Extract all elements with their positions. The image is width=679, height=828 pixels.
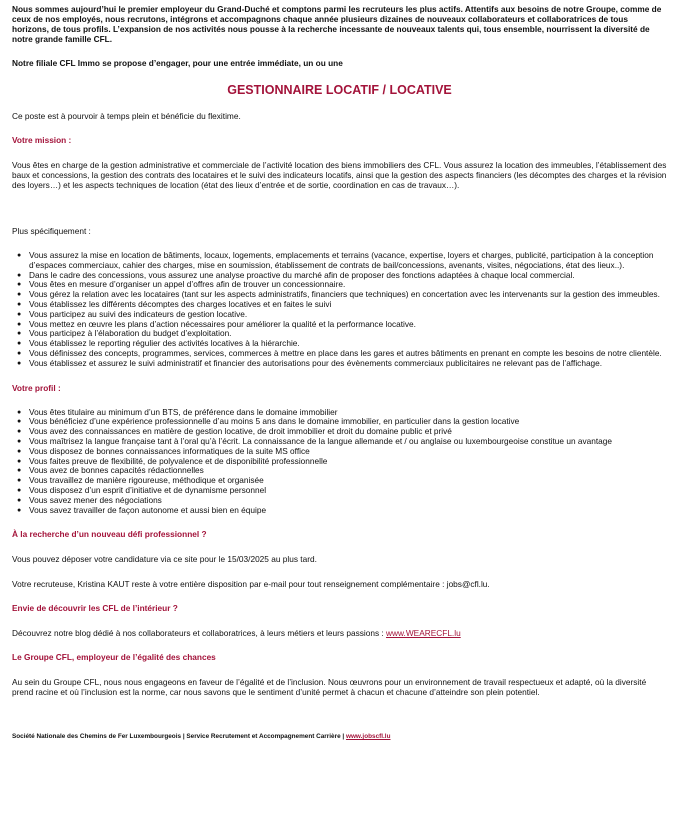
list-item: ● Vous participez à l’élaboration du budget d’exploitation. bbox=[17, 328, 232, 339]
bullet-dot-icon: ● bbox=[17, 281, 22, 289]
mission-more-label: Plus spécifiquement : bbox=[12, 226, 91, 236]
list-item: ● Vous établissez les différents décomptes des charges locatives et en faites le suivi bbox=[17, 298, 332, 309]
bullet-dot-icon: ● bbox=[17, 457, 22, 465]
list-item: ● Vous avez de bonnes capacités rédactionnelles bbox=[17, 465, 204, 476]
jobs-site-link[interactable]: www.jobscfl.lu bbox=[345, 733, 391, 741]
list-item: ● Vous disposez de bonnes connaissances informatiques de la suite MS office bbox=[17, 445, 310, 456]
application-deadline-text: Vous pouvez déposer votre candidature via ce site pour le 15/03/2025 au plus tard. bbox=[12, 554, 317, 565]
lead-sentence: Notre filiale CFL Immo se propose d’engager, pour une entrée immédiate, un ou une bbox=[12, 58, 343, 68]
list-item: ● Vous savez travailler de façon autonome et aussi bien en équipe bbox=[17, 504, 267, 515]
list-item: ● Vous participez au suivi des indicateurs de gestion locative. bbox=[17, 308, 248, 319]
list-item: ● Vous maîtrisez la langue française tant à l’oral qu’à l’écrit. La connaissance de la langue allemande et / ou anglaise ou luxembourgeoise constitue un avantage bbox=[17, 435, 612, 446]
bullet-dot-icon: ● bbox=[17, 310, 22, 318]
position-conditions: Ce poste est à pourvoir à temps plein et bénéficie du flexitime. bbox=[12, 111, 241, 121]
profile-list bbox=[12, 408, 667, 516]
list-item: ● Vous assurez la mise en location de bâtiments, locaux, logements, emplacements et terrains (vacance, expertise, loyers et charges, publicité, participation à la conception d’espaces commerciaux, cahier des charges, mise en soumission, établissement de contrats de bail/concessions, avenants, visites, négociations, état des lieux..). bbox=[17, 250, 654, 270]
challenge-heading: À la recherche d’un nouveau défi professionnel ? bbox=[12, 529, 207, 540]
bullet-dot-icon: ● bbox=[17, 320, 22, 328]
equality-heading: Le Groupe CFL, employeur de l’égalité des chances bbox=[12, 652, 216, 663]
bullet-dot-icon: ● bbox=[17, 340, 22, 348]
list-item: ● Vous êtes en mesure d’organiser un appel d’offres afin de trouver un concessionnaire. bbox=[17, 279, 346, 290]
bullet-dot-icon: ● bbox=[17, 359, 22, 367]
bullet-dot-icon: ● bbox=[17, 300, 22, 308]
list-item: ● Vous mettez en œuvre les plans d’action nécessaires pour améliorer la qualité et la performance locative. bbox=[17, 318, 416, 329]
mission-text: Vous êtes en charge de la gestion administrative et commerciale de l’activité location des biens immobiliers des CFL. Vous assurez la location des immeubles, l’établissement des baux et concessions, la gestion des contrats des locataires et le suivi des indicateurs locatifs, ainsi que la gestion des aspects financiers (les décomptes des charges et la révision des loyers…) et les aspects techniques de location (état des lieux d’entrée et de sortie, coordination en cas de travaux…). bbox=[12, 160, 667, 190]
footer bbox=[12, 733, 667, 741]
blog-paragraph bbox=[12, 628, 667, 638]
equality-text: Au sein du Groupe CFL, nous nous engageons en faveur de l’égalité et de l’inclusion. Nous œuvrons pour un environnement de travail respectueux et adapté, où la diversité prend racine et où l’inclusion est la norme, car nous savons que le sentiment d’unité permet à chacun et chacune d’atteindre son plein potentiel. bbox=[12, 677, 647, 698]
bullet-dot-icon: ● bbox=[17, 467, 22, 475]
bullet-dot-icon: ● bbox=[17, 330, 22, 338]
bullet-dot-icon: ● bbox=[17, 418, 22, 426]
list-item: ● Vous travaillez de manière rigoureuse, méthodique et organisée bbox=[17, 475, 264, 486]
bullet-dot-icon: ● bbox=[17, 252, 22, 259]
bullet-dot-icon: ● bbox=[17, 271, 22, 279]
list-item: ● Dans le cadre des concessions, vous assurez une analyse proactive du marché afin de proposer des fonctions adaptées à chaque local commercial. bbox=[17, 269, 575, 280]
bullet-dot-icon: ● bbox=[17, 496, 22, 504]
bullet-dot-icon: ● bbox=[17, 437, 22, 445]
list-item: ● Vous établissez le reporting régulier des activités locatives à la hiérarchie. bbox=[17, 338, 300, 349]
list-item: ● Vous savez mener des négociations bbox=[17, 494, 162, 505]
list-item: ● Vous définissez des concepts, programmes, services, commerces à mettre en place dans les gares et autres bâtiments en prenant en compte les besoins de notre clientèle. bbox=[17, 347, 662, 358]
list-item: ● Vous bénéficiez d’une expérience professionnelle d’au moins 5 ans dans le domaine immobilier, en particulier dans la gestion locative bbox=[17, 416, 520, 427]
intro-paragraph: Nous sommes aujourd’hui le premier employeur du Grand-Duché et comptons parmi les recruteurs les plus actifs. Attentifs aux besoins de notre Groupe, comme de ceux de nos employés, nous recrutons, intégrons et accompagnons chaque année plusieurs dizaines de nouveaux collaborateurs et collaboratrices de tous horizons, de tous profils. L’expansion de nos activités nous pousse à la recherche incessante de nouveaux talents qui, tous ensemble, nourrissent la diversité de notre grande famille CFL. bbox=[12, 4, 662, 44]
bullet-dot-icon: ● bbox=[17, 349, 22, 357]
profile-heading: Votre profil : bbox=[12, 382, 61, 393]
blog-link[interactable]: www.WEARECFL.lu bbox=[386, 628, 461, 639]
bullet-dot-icon: ● bbox=[17, 506, 22, 514]
bullet-dot-icon: ● bbox=[17, 486, 22, 494]
footer-text: Société Nationale des Chemins de Fer Luxembourgeois | Service Recrutement et Accompagnement Carrière | bbox=[12, 733, 346, 741]
bullet-dot-icon: ● bbox=[17, 477, 22, 485]
recruiter-contact-text: Votre recruteuse, Kristina KAUT reste à votre entière disposition par e-mail pour tout renseignement complémentaire : jobs@cfl.lu. bbox=[12, 579, 490, 590]
bullet-dot-icon: ● bbox=[17, 291, 22, 299]
list-item: ● Vous avez des connaissances en matière de gestion locative, de droit immobilier et droit du domaine public et privé bbox=[17, 426, 452, 437]
list-item: ● Vous établissez et assurez le suivi administratif et financier des autorisations pour des évènements commerciaux publicitaires ne relevant pas de l’affichage. bbox=[17, 357, 603, 368]
mission-heading: Votre mission : bbox=[12, 135, 72, 145]
bullet-dot-icon: ● bbox=[17, 428, 22, 436]
list-item: ● Vous faites preuve de flexibilité, de polyvalence et de disponibilité professionnelle bbox=[17, 455, 328, 466]
blog-text: Découvrez notre blog dédié à nos collaborateurs et collaboratrices, à leurs métiers et leurs passions : bbox=[12, 628, 387, 639]
list-item: ● Vous disposez d’un esprit d’initiative et de dynamisme personnel bbox=[17, 484, 267, 495]
mission-list bbox=[12, 251, 667, 369]
list-item: ● Vous gérez la relation avec les locataires (tant sur les aspects administratifs, financiers que techniques) en concertation avec les intervenants sur la gestion des immeubles. bbox=[17, 289, 660, 300]
discover-heading: Envie de découvrir les CFL de l’intérieur ? bbox=[12, 603, 178, 614]
job-title: GESTIONNAIRE LOCATIF / LOCATIVE bbox=[227, 83, 452, 97]
bullet-dot-icon: ● bbox=[17, 408, 22, 416]
list-item: ● Vous êtes titulaire au minimum d’un BTS, de préférence dans le domaine immobilier bbox=[17, 406, 338, 417]
bullet-dot-icon: ● bbox=[17, 447, 22, 455]
